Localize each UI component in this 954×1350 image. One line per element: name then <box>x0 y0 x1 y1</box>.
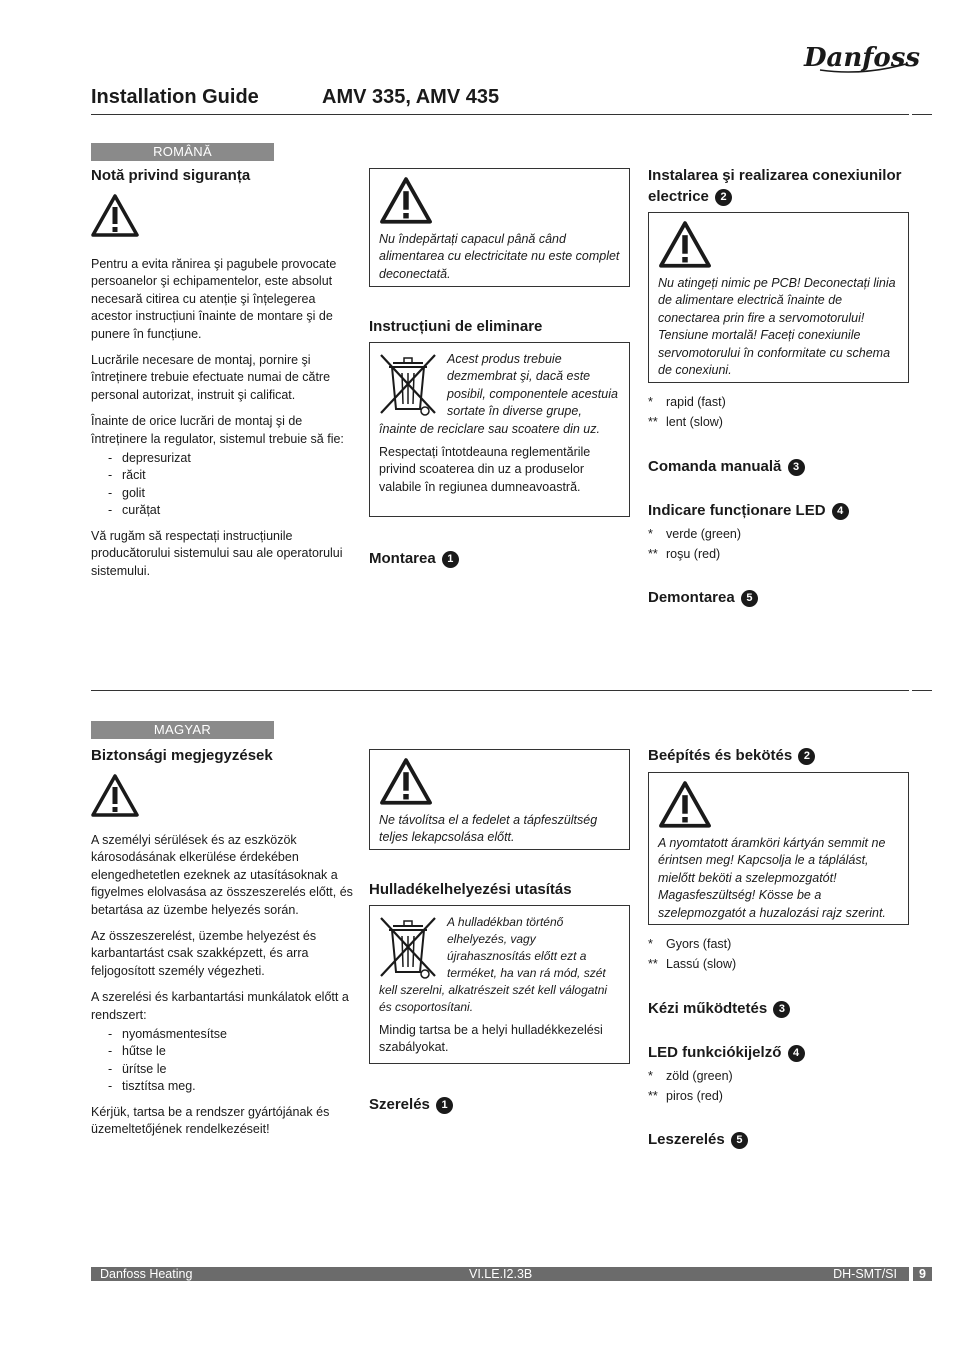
hu-install-title <box>648 745 910 766</box>
header-divider <box>91 114 909 115</box>
ro-mounting-title <box>369 548 631 569</box>
page-number: 9 <box>913 1267 932 1281</box>
hu-dismount-label: Leszerelés <box>648 1131 725 1148</box>
step-number-badge: 1 <box>442 551 459 568</box>
section-divider-tab <box>912 690 932 691</box>
step-number-badge: 5 <box>741 590 758 607</box>
list-item: - curățat <box>108 502 353 519</box>
ro-safety-title: Notă privind siguranța <box>91 167 251 184</box>
step-number-badge: 4 <box>788 1045 805 1062</box>
ro-install-title <box>648 165 910 207</box>
warning-triangle-icon <box>91 194 139 238</box>
marker: ** <box>648 414 658 429</box>
step-number-badge: 3 <box>773 1001 790 1018</box>
section-divider <box>91 690 909 691</box>
option-text: zöld (green) <box>666 1069 733 1083</box>
footer-department: DH-SMT/SI <box>833 1267 897 1281</box>
step-number-badge: 5 <box>731 1132 748 1149</box>
ro-disposal-box <box>369 342 630 517</box>
ro-safety-paragraph-2: Lucrările necesare de montaj, pornire şi întreținere trebuie efectuate numai de către personal autorizat, instruit şi calificat. <box>91 353 331 402</box>
hu-cover-warning-box <box>369 749 630 850</box>
ro-safety-paragraph-1: Pentru a evita rănirea şi pagubele provocate persoanelor şi echipamentelor, este absolut necesară citirea cu atenție şi înțelegerea acestor instrucțiuni înainte de montare şi de punere în funcțiune. <box>91 257 337 341</box>
language-bar-romanian: ROMÂNĂ <box>91 143 274 161</box>
list-item: - răcit <box>108 467 353 484</box>
list-item <box>648 393 910 413</box>
hu-pcb-warning-text: A nyomtatott áramköri kártyán semmit ne érintsen meg! Kapcsolja le a táplálást, mielőtt beköti a szelepmozgatót! Magasfeszültség! Kösse be a szelepmozgatót a huzalozási rajz szerint. <box>658 836 886 920</box>
ro-disposal-title: Instrucțiuni de eliminare <box>369 318 543 335</box>
option-text: Lassú (slow) <box>666 956 737 971</box>
hu-disposal-regulations: Mindig tartsa be a helyi hulladékkezelési szabályokat. <box>379 1023 603 1055</box>
product-model: AMV 335, AMV 435 <box>322 86 500 108</box>
hu-led-options <box>648 1067 910 1106</box>
danfoss-logo <box>803 36 921 80</box>
ro-speed-options <box>648 393 910 432</box>
ro-dismount-label: Demontarea <box>648 589 735 606</box>
ro-install-label: Instalarea şi realizarea conexiunilor electrice <box>648 167 902 205</box>
header-divider-tab <box>912 114 932 115</box>
hu-install-label: Beépítés és bekötés <box>648 747 793 764</box>
crossed-bin-icon <box>379 914 437 980</box>
ro-pcb-warning-text: Nu atingeți nimic pe PCB! Deconectați linia de alimentare electrică înainte de conectarea prin fire a servomotorului! Tensiune mortală! Faceți conexiunile servomotorului în conformitate cu schema de conexiuni. <box>658 276 896 378</box>
list-item <box>648 1087 910 1107</box>
ro-disposal-text: Acest produs trebuie dezmembrat şi, dacă este posibil, componentele acestuia sortate în diverse grupe, înainte de reciclare sau scoatere din uz. <box>379 352 618 436</box>
ro-disposal-regulations: Respectați întotdeauna reglementările privind scoaterea din uz a produselor valabile în regiunea dumneavoastră. <box>379 445 591 494</box>
svg-text:Danfoss: Danfoss <box>803 43 921 73</box>
hu-manual-label: Kézi működtetés <box>648 1000 768 1017</box>
step-number-badge: 2 <box>798 748 815 765</box>
ro-safety-section <box>91 165 353 580</box>
marker: * <box>648 527 653 541</box>
hu-safety-paragraph-2: Az összeszerelést, üzembe helyezést és karbantartást csak szakképzett, és arra feljogosított személy végezheti. <box>91 929 317 978</box>
hu-disposal-text: A hulladékban történő elhelyezés, vagy újrahasznosítás előtt ezt a terméket, ha van rá mód, szét kell szerelni, alkatrészeit szét kell válogatni és csoportosítani. <box>379 915 608 1014</box>
footer-company: Danfoss Heating <box>100 1267 193 1281</box>
list-item: - nyomásmentesítse <box>108 1026 353 1043</box>
option-text: Gyors (fast) <box>666 937 732 951</box>
ro-cover-warning-box <box>369 168 630 287</box>
warning-triangle-icon <box>379 758 433 806</box>
hu-mounting-title <box>369 1094 631 1115</box>
list-item: - tisztítsa meg. <box>108 1078 353 1095</box>
language-bar-hungarian: MAGYAR <box>91 721 274 739</box>
marker: * <box>648 395 653 409</box>
hu-mounting-label: Szerelés <box>369 1096 430 1113</box>
marker: ** <box>648 956 658 971</box>
ro-led-label: Indicare funcționare LED <box>648 502 826 519</box>
step-number-badge: 1 <box>436 1097 453 1114</box>
list-item: - depresurizat <box>108 450 353 467</box>
ro-manual-label: Comanda manuală <box>648 458 782 475</box>
marker: * <box>648 937 653 951</box>
option-text: verde (green) <box>666 527 742 541</box>
marker: * <box>648 1069 653 1083</box>
ro-safety-paragraph-3: Înainte de orice lucrări de montaj şi de întreținere la regulator, sistemul trebuie să fie: <box>91 414 344 446</box>
crossed-bin-icon <box>379 351 437 417</box>
list-item: - ürítse le <box>108 1061 353 1078</box>
footer-bar <box>91 1267 909 1281</box>
ro-pcb-warning-box <box>648 212 909 383</box>
hu-system-state-list <box>108 1026 353 1096</box>
marker: ** <box>648 1088 658 1103</box>
option-text: roşu (red) <box>666 546 721 561</box>
footer-document-code: VI.LE.I2.3B <box>469 1267 533 1281</box>
hu-speed-options <box>648 935 910 974</box>
ro-mounting-label: Montarea <box>369 550 436 567</box>
list-item <box>648 1067 910 1087</box>
list-item <box>648 545 910 565</box>
hu-disposal-title: Hulladékelhelyezési utasítás <box>369 881 572 898</box>
hu-safety-title: Biztonsági megjegyzések <box>91 747 273 764</box>
hu-led-label: LED funkciókijelző <box>648 1044 782 1061</box>
ro-safety-paragraph-4: Vă rugăm să respectați instrucțiunile producătorului sistemului sau ale operatorului sistemului. <box>91 528 343 578</box>
warning-triangle-icon <box>91 774 139 818</box>
option-text: rapid (fast) <box>666 395 726 409</box>
warning-triangle-icon <box>379 177 433 225</box>
step-number-badge: 4 <box>832 503 849 520</box>
list-item <box>648 935 910 955</box>
list-item <box>648 413 910 433</box>
hu-pcb-warning-box <box>648 772 909 925</box>
step-number-badge: 3 <box>788 459 805 476</box>
ro-system-state-list <box>108 450 353 520</box>
ro-dismount-title <box>648 587 910 608</box>
hu-dismount-title <box>648 1129 910 1150</box>
hu-safety-section <box>91 745 353 1139</box>
hu-led-title <box>648 1042 910 1063</box>
hu-cover-warning-text: Ne távolítsa el a fedelet a tápfeszültség teljes lekapcsolása előtt. <box>379 813 598 845</box>
warning-triangle-icon <box>658 781 712 829</box>
option-text: piros (red) <box>666 1088 723 1103</box>
list-item <box>648 955 910 975</box>
ro-led-options <box>648 525 910 564</box>
warning-triangle-icon <box>658 221 712 269</box>
hu-safety-paragraph-4: Kérjük, tartsa be a rendszer gyártójának és üzemeltetőjének rendelkezéseit! <box>91 1104 330 1137</box>
step-number-badge: 2 <box>715 189 732 206</box>
list-item <box>648 525 910 545</box>
document-title: Installation Guide <box>91 86 259 108</box>
hu-manual-title <box>648 998 910 1019</box>
ro-cover-warning-text: Nu îndepărtați capacul până când alimentarea cu electricitate nu este complet deconectată. <box>379 232 620 281</box>
ro-manual-title <box>648 456 910 477</box>
hu-disposal-box <box>369 905 630 1064</box>
list-item: - hűtse le <box>108 1043 353 1060</box>
marker: ** <box>648 546 658 561</box>
option-text: lent (slow) <box>666 414 723 429</box>
hu-safety-paragraph-1: A személyi sérülések és az eszközök károsodásának elkerülése érdekében elengedhetetlen ezeknek az utasításoknak a figyelmes elolvasása az összeszerelés előtt, és betartása az üzembe helyezés során. <box>91 833 353 917</box>
hu-safety-paragraph-3: A szerelési és karbantartási munkálatok előtt a rendszert: <box>91 990 349 1022</box>
ro-led-title <box>648 500 910 521</box>
list-item: - golit <box>108 485 353 502</box>
